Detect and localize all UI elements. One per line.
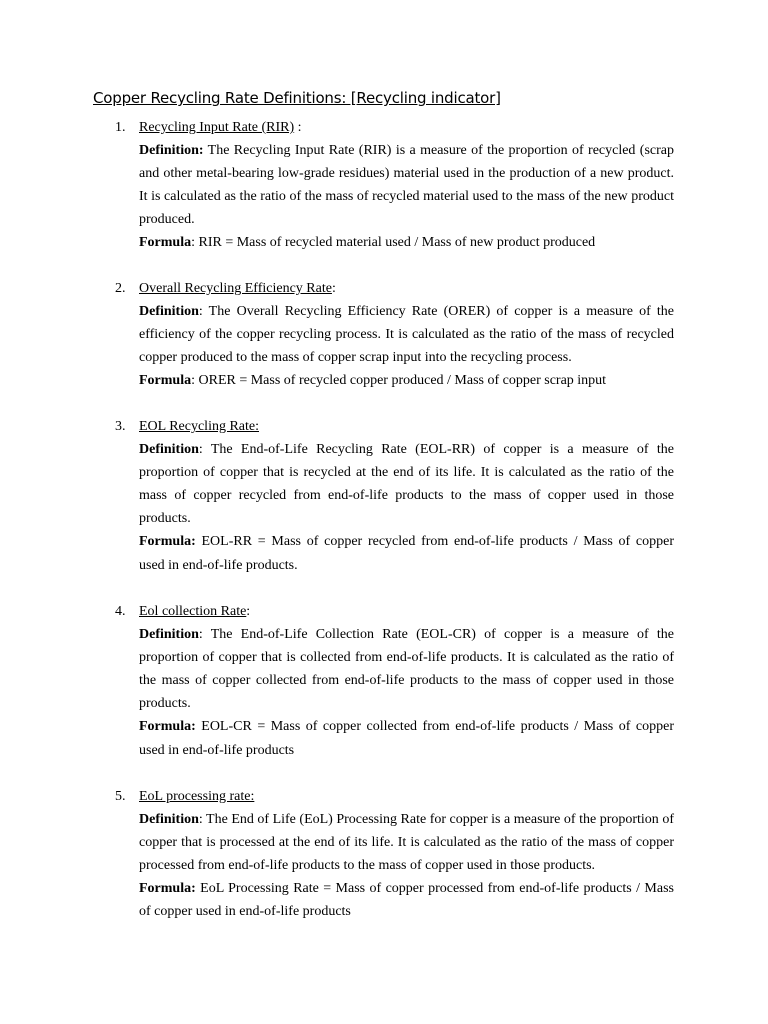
list-item-body [139, 785, 674, 924]
item-heading-line [139, 785, 674, 808]
list-item-body [139, 116, 674, 255]
definition-paragraph [139, 808, 674, 877]
formula-paragraph [139, 877, 674, 923]
item-heading: EOL Recycling Rate: [139, 419, 259, 434]
definition-label: Definition [139, 442, 199, 458]
definition-text: : The End-of-Life Collection Rate (EOL-CR) of copper is a measure of the proportion of copper that is collected from end-of-life products. It is calculated as the ratio of the mass of copper collected from end-of-life products to the mass of copper used in those products. [139, 627, 674, 712]
definition-paragraph [139, 623, 674, 715]
formula-paragraph [139, 530, 674, 576]
item-heading: Recycling Input Rate (RIR) [139, 120, 295, 135]
item-heading-line [139, 415, 674, 438]
list-number: 1. [115, 120, 126, 135]
document-title: Copper Recycling Rate Definitions: [Recycling indicator] [93, 89, 501, 107]
definition-label: Definition: [139, 143, 204, 159]
formula-text: : ORER = Mass of recycled copper produced / Mass of copper scrap input [191, 373, 607, 389]
formula-label: Formula: [139, 881, 196, 897]
definition-paragraph [139, 300, 674, 369]
formula-label: Formula: [139, 719, 196, 735]
item-heading-suffix: : [246, 604, 251, 619]
formula-label: Formula [139, 235, 192, 251]
list-number: 2. [115, 281, 126, 296]
list-item-rir [0, 116, 768, 255]
item-heading-line [139, 116, 674, 139]
formula-paragraph [139, 369, 674, 392]
list-number: 4. [115, 604, 126, 619]
item-heading: Eol collection Rate [139, 604, 247, 619]
list-item-body [139, 415, 674, 577]
item-heading: EoL processing rate: [139, 789, 255, 804]
definition-paragraph [139, 139, 674, 231]
formula-text: EOL-RR = Mass of copper recycled from end-of-life products / Mass of copper used in end-of-life products. [139, 534, 674, 573]
definition-text: : The End-of-Life Recycling Rate (EOL-RR) of copper is a measure of the proportion of copper that is recycled at the end of its life. It is calculated as the ratio of the mass of copper recycled from end-of-life products to the mass of copper used in those products. [139, 442, 674, 527]
definition-label: Definition [139, 627, 199, 643]
item-heading-suffix: : [331, 281, 336, 296]
definition-text: : The Overall Recycling Efficiency Rate (ORER) of copper is a measure of the efficiency of the copper recycling process. It is calculated as the ratio of the mass of recycled copper produced to the mass of copper scrap input into the recycling process. [139, 304, 674, 366]
formula-text: EOL-CR = Mass of copper collected from end-of-life products / Mass of copper used in end-of-life products [139, 719, 674, 758]
formula-paragraph [139, 231, 674, 254]
list-item-eol-rr [0, 415, 768, 577]
item-heading-line [139, 600, 674, 623]
formula-label: Formula: [139, 534, 196, 550]
formula-text: : RIR = Mass of recycled material used / Mass of new product produced [191, 235, 596, 251]
definition-text: The Recycling Input Rate (RIR) is a measure of the proportion of recycled (scrap and other metal-bearing low-grade residues) material used in the production of a new product. It is calculated as the ratio of the mass of recycled material used to the mass of the new product produced. [139, 143, 674, 228]
list-item-eol-cr [0, 600, 768, 762]
formula-label: Formula [139, 373, 192, 389]
definition-text: : The End of Life (EoL) Processing Rate for copper is a measure of the proportion of copper that is processed at the end of its life. It is calculated as the ratio of the mass of copper processed from end-of-life products to the mass of copper used in those products. [139, 812, 674, 874]
list-number: 3. [115, 419, 126, 434]
list-item-body [139, 277, 674, 392]
list-item-eol-processing [0, 785, 768, 924]
definition-paragraph [139, 438, 674, 530]
list-item-orer [0, 277, 768, 392]
list-number: 5. [115, 789, 126, 804]
item-heading-line [139, 277, 674, 300]
item-heading: Overall Recycling Efficiency Rate [139, 281, 332, 296]
item-heading-suffix: : [294, 120, 302, 135]
list-item-body [139, 600, 674, 762]
definition-label: Definition [139, 304, 199, 320]
formula-text: EoL Processing Rate = Mass of copper processed from end-of-life products / Mass of copper used in end-of-life products [139, 881, 674, 920]
formula-paragraph [139, 715, 674, 761]
definition-label: Definition [139, 812, 199, 828]
